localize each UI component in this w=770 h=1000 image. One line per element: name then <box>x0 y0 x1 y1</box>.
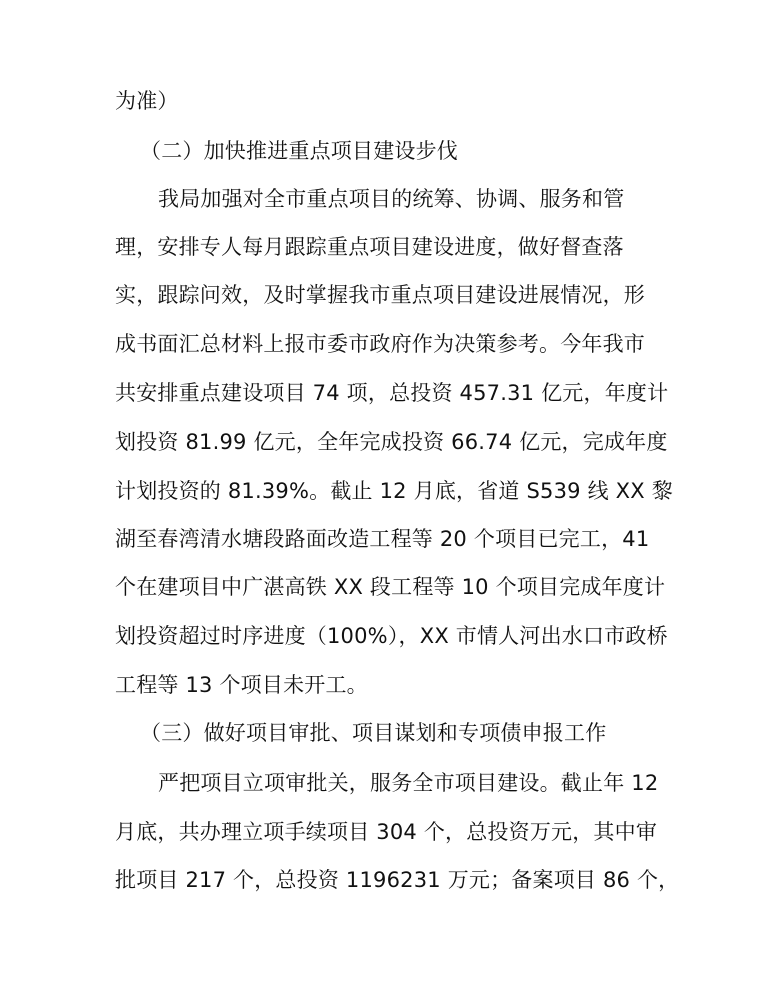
paragraph-line: 划投资 81.99 亿元，全年完成投资 66.74 亿元，完成年度 <box>115 430 668 454</box>
text-line-continuation: 为准） <box>115 89 179 113</box>
section-heading-3: （三）做好项目审批、项目谋划和专项债申报工作 <box>140 721 607 745</box>
paragraph-line: 理，安排专人每月跟踪重点项目建设进度，做好督查落 <box>115 235 624 259</box>
paragraph-line: 个在建项目中广湛高铁 XX 段工程等 10 个项目完成年度计 <box>115 575 666 599</box>
paragraph-line: 严把项目立项审批关，服务全市项目建设。截止年 12 <box>158 771 659 795</box>
paragraph-line: 湖至春湾清水塘段路面改造工程等 20 个项目已完工，41 <box>115 527 650 551</box>
paragraph-line: 工程等 13 个项目未开工。 <box>115 673 368 697</box>
paragraph-line: 成书面汇总材料上报市委市政府作为决策参考。今年我市 <box>115 332 645 356</box>
section-heading-2: （二）加快推进重点项目建设步伐 <box>140 139 458 163</box>
paragraph-line: 月底，共办理立项手续项目 304 个，总投资万元，其中审 <box>115 820 658 844</box>
paragraph-line: 批项目 217 个，总投资 1196231 万元；备案项目 86 个， <box>115 868 680 892</box>
paragraph-line: 我局加强对全市重点项目的统筹、协调、服务和管 <box>158 187 625 211</box>
paragraph-line: 计划投资的 81.39%。截止 12 月底，省道 S539 线 XX 黎 <box>115 479 673 503</box>
paragraph-line: 划投资超过时序进度（100%），XX 市情人河出水口市政桥 <box>115 624 668 648</box>
paragraph-line: 实，跟踪问效，及时掌握我市重点项目建设进展情况，形 <box>115 283 645 307</box>
paragraph-line: 共安排重点建设项目 74 项，总投资 457.31 亿元，年度计 <box>115 381 669 405</box>
